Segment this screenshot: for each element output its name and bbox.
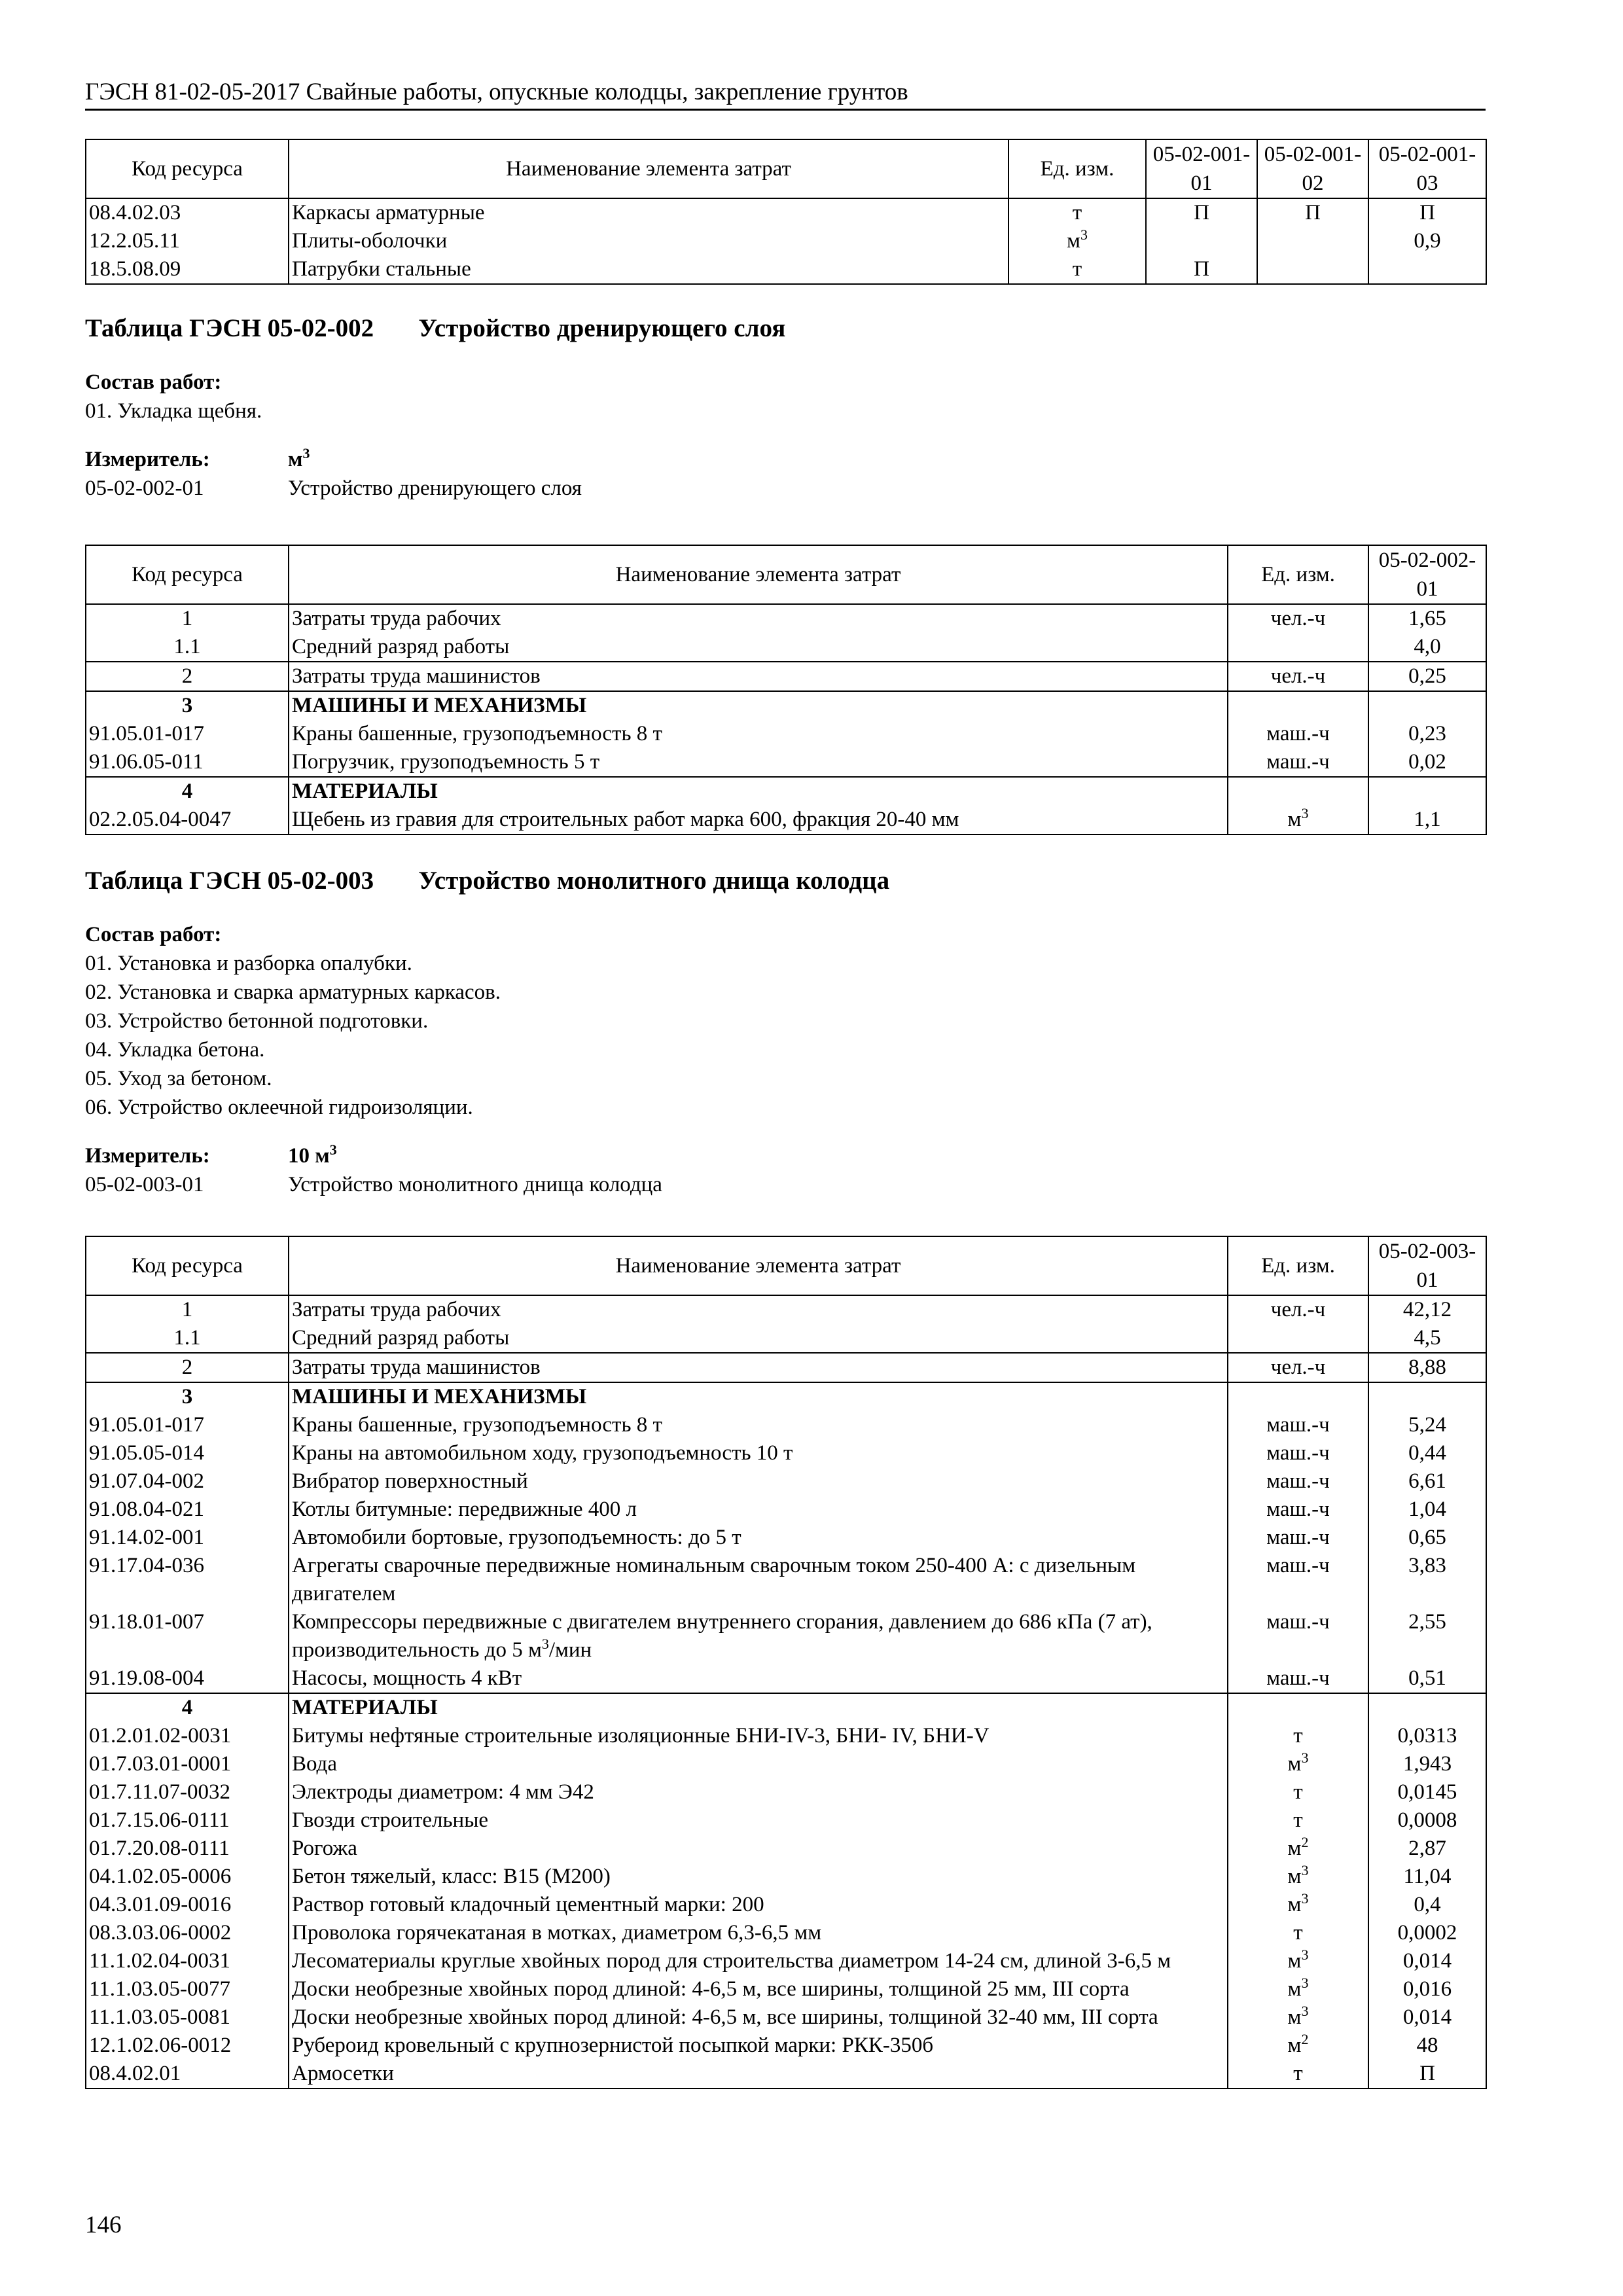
resource-name: МАТЕРИАЛЫ (289, 777, 1228, 806)
resource-code: 01.7.11.07-0032 (86, 1778, 289, 1806)
column-header: 05-02-001-01 (1146, 139, 1257, 198)
resource-value: 0,9 (1368, 227, 1486, 255)
column-header: Код ресурса (86, 139, 289, 198)
resource-code: 08.3.03.06-0002 (86, 1919, 289, 1947)
resource-value: 0,014 (1368, 2003, 1486, 2032)
table-row (86, 1947, 1486, 1975)
table-row (86, 1467, 1486, 1496)
resource-name: Битумы нефтяные строительные изоляционные БНИ-IV-3, БНИ- IV, БНИ-V (289, 1722, 1228, 1750)
resource-code: 11.1.03.05-0081 (86, 2003, 289, 2032)
table-05-02-003-block (85, 1236, 1486, 2089)
table-row (86, 1863, 1486, 1891)
table-row (86, 1891, 1486, 1919)
table-row (86, 1835, 1486, 1863)
resource-value: 0,44 (1368, 1439, 1486, 1467)
resource-code: 11.1.03.05-0077 (86, 1975, 289, 2003)
column-header: 05-02-001-02 (1257, 139, 1368, 198)
measure-line (85, 445, 1486, 474)
measure-description: Устройство монолитного днища колодца (288, 1173, 662, 1196)
resource-code: 91.05.05-014 (86, 1439, 289, 1467)
measure-line (85, 1141, 1486, 1170)
resource-code: 01.7.20.08-0111 (86, 1835, 289, 1863)
resource-value: 0,016 (1368, 1975, 1486, 2003)
resource-code: 91.06.05-011 (86, 748, 289, 777)
table-05-02-002-block (85, 545, 1486, 835)
resource-code: 1.1 (86, 1324, 289, 1353)
resource-unit: маш.-ч (1228, 748, 1368, 777)
resource-value: 1,943 (1368, 1750, 1486, 1778)
resource-name: Компрессоры передвижные с двигателем внутреннего сгорания, давлением до 686 кПа (7 ат), производительность до 5 $м^3$/мин (289, 1608, 1228, 1664)
resource-value: П (1257, 198, 1368, 227)
resource-code: 04.3.01.09-0016 (86, 1891, 289, 1919)
table-row (86, 1664, 1486, 1693)
resource-value: 0,0008 (1368, 1806, 1486, 1835)
resource-code: 2 (86, 662, 289, 691)
resource-code: 4 (86, 777, 289, 806)
resource-value: 1,1 (1368, 806, 1486, 834)
table-row (86, 1919, 1486, 1947)
resource-value (1257, 255, 1368, 284)
resource-value: 4,0 (1368, 633, 1486, 662)
resource-value (1368, 691, 1486, 720)
resource-unit: т (1228, 2060, 1368, 2089)
measure-description: Устройство дренирующего слоя (288, 476, 582, 500)
table-row (86, 604, 1486, 633)
resource-name: Затраты труда машинистов (289, 1353, 1228, 1382)
resource-value: П (1146, 255, 1257, 284)
resource-name: Затраты труда машинистов (289, 662, 1228, 691)
resource-name: Средний разряд работы (289, 633, 1228, 662)
resource-value: 3,83 (1368, 1552, 1486, 1608)
top-resource-table (85, 139, 1487, 285)
resource-unit: $м^3$ (1008, 227, 1146, 255)
table-row (86, 2060, 1486, 2089)
resource-unit: т (1008, 198, 1146, 227)
resource-table-05-02-003 (85, 1236, 1487, 2089)
resource-value: 0,51 (1368, 1664, 1486, 1693)
resource-unit: $м^2$ (1228, 2032, 1368, 2060)
resource-table-05-02-002 (85, 545, 1487, 835)
resource-name: МАТЕРИАЛЫ (289, 1693, 1228, 1722)
resource-code: 18.5.08.09 (86, 255, 289, 284)
resource-unit: маш.-ч (1228, 1524, 1368, 1552)
resource-unit (1228, 777, 1368, 806)
resource-name: Рубероид кровельный с крупнозернистой посыпкой марки: РКК-350б (289, 2032, 1228, 2060)
measure-code: 05-02-003-01 (85, 1173, 204, 1196)
resource-code: 91.07.04-002 (86, 1467, 289, 1496)
resource-value (1368, 777, 1486, 806)
resource-value: 0,23 (1368, 720, 1486, 748)
resource-value: 11,04 (1368, 1863, 1486, 1891)
composition-list (85, 949, 1486, 1122)
resource-value (1368, 1693, 1486, 1722)
column-header: Ед. изм. (1228, 1236, 1368, 1295)
resource-name: Краны башенные, грузоподъемность 8 т (289, 1411, 1228, 1439)
column-header: Наименование элемента затрат (289, 1236, 1228, 1295)
resource-name: Вибратор поверхностный (289, 1467, 1228, 1496)
resource-name: Раствор готовый кладочный цементный марки: 200 (289, 1891, 1228, 1919)
resource-unit: т (1228, 1919, 1368, 1947)
resource-unit: маш.-ч (1228, 1467, 1368, 1496)
column-header: Код ресурса (86, 545, 289, 604)
resource-value: 2,87 (1368, 1835, 1486, 1863)
resource-name: Электроды диаметром: 4 мм Э42 (289, 1778, 1228, 1806)
resource-code: 91.05.01-017 (86, 1411, 289, 1439)
code-line (85, 474, 1486, 503)
resource-value: 42,12 (1368, 1295, 1486, 1324)
table-row (86, 1496, 1486, 1524)
measure-value: $м^3$ (288, 445, 310, 471)
resource-value (1368, 255, 1486, 284)
resource-code: 01.7.03.01-0001 (86, 1750, 289, 1778)
resource-unit (1228, 1693, 1368, 1722)
resource-name: Вода (289, 1750, 1228, 1778)
resource-name: Армосетки (289, 2060, 1228, 2089)
table-row (86, 1524, 1486, 1552)
page-number: 146 (85, 2212, 122, 2238)
resource-code: 3 (86, 1382, 289, 1411)
resource-value (1368, 1382, 1486, 1411)
resource-name: Затраты труда рабочих (289, 1295, 1228, 1324)
resource-name: Гвозди строительные (289, 1806, 1228, 1835)
resource-code: 4 (86, 1693, 289, 1722)
section-05-02-003 (85, 865, 1486, 1199)
resource-name: МАШИНЫ И МЕХАНИЗМЫ (289, 691, 1228, 720)
resource-value: 8,88 (1368, 1353, 1486, 1382)
table-row (86, 2003, 1486, 2032)
resource-value: 0,4 (1368, 1891, 1486, 1919)
resource-code: 11.1.02.04-0031 (86, 1947, 289, 1975)
resource-code: 08.4.02.03 (86, 198, 289, 227)
resource-value: 1,04 (1368, 1496, 1486, 1524)
column-header: 05-02-001-03 (1368, 139, 1486, 198)
resource-value: 0,65 (1368, 1524, 1486, 1552)
resource-code: 91.08.04-021 (86, 1496, 289, 1524)
table-row (86, 748, 1486, 777)
resource-unit: $м^3$ (1228, 806, 1368, 834)
composition-label: Состав работ: (85, 923, 222, 946)
resource-unit: маш.-ч (1228, 1496, 1368, 1524)
table-row (86, 1975, 1486, 2003)
measure-value: 10 $м^3$ (288, 1141, 337, 1168)
resource-unit: маш.-ч (1228, 1552, 1368, 1608)
resource-unit: т (1228, 1722, 1368, 1750)
table-row (86, 1552, 1486, 1608)
table-row (86, 1693, 1486, 1722)
composition-item: 02. Установка и сварка арматурных каркасов. (85, 980, 501, 1004)
resource-code: 2 (86, 1353, 289, 1382)
resource-value: 0,0313 (1368, 1722, 1486, 1750)
resource-code: 1.1 (86, 633, 289, 662)
table-row (86, 227, 1486, 255)
resource-unit (1228, 1324, 1368, 1353)
resource-name: Патрубки стальные (289, 255, 1008, 284)
resource-name: Рогожа (289, 1835, 1228, 1863)
resource-name: Агрегаты сварочные передвижные номинальным сварочным током 250-400 А: с дизельным двигателем (289, 1552, 1228, 1608)
resource-value: 5,24 (1368, 1411, 1486, 1439)
resource-name: Доски необрезные хвойных пород длиной: 4-6,5 м, все ширины, толщиной 25 мм, III сорта (289, 1975, 1228, 2003)
resource-name: Средний разряд работы (289, 1324, 1228, 1353)
resource-value: 4,5 (1368, 1324, 1486, 1353)
composition-list (85, 397, 1486, 425)
resource-code: 91.14.02-001 (86, 1524, 289, 1552)
resource-code: 12.1.02.06-0012 (86, 2032, 289, 2060)
resource-unit: чел.-ч (1228, 604, 1368, 633)
resource-unit (1228, 633, 1368, 662)
table-row (86, 1439, 1486, 1467)
composition-item: 04. Укладка бетона. (85, 1038, 265, 1062)
measure-code: 05-02-002-01 (85, 476, 204, 500)
resource-unit: $м^3$ (1228, 2003, 1368, 2032)
resource-code: 01.7.15.06-0111 (86, 1806, 289, 1835)
table-row (86, 806, 1486, 834)
measure-label: Измеритель: (85, 448, 210, 471)
resource-unit: т (1008, 255, 1146, 284)
resource-name: Затраты труда рабочих (289, 604, 1228, 633)
resource-unit: $м^3$ (1228, 1750, 1368, 1778)
resource-name: Краны башенные, грузоподъемность 8 т (289, 720, 1228, 748)
table-row (86, 1411, 1486, 1439)
column-header: Ед. изм. (1228, 545, 1368, 604)
table-row (86, 720, 1486, 748)
resource-unit: маш.-ч (1228, 1411, 1368, 1439)
resource-value: 0,0145 (1368, 1778, 1486, 1806)
resource-name: Доски необрезные хвойных пород длиной: 4-6,5 м, все ширины, толщиной 32-40 мм, III сорта (289, 2003, 1228, 2032)
resource-name: Лесоматериалы круглые хвойных пород для строительства диаметром 14-24 см, длиной 3-6,5 м (289, 1947, 1228, 1975)
table-row (86, 1353, 1486, 1382)
resource-code: 04.1.02.05-0006 (86, 1863, 289, 1891)
resource-code: 91.18.01-007 (86, 1608, 289, 1664)
resource-value: 0,014 (1368, 1947, 1486, 1975)
composition-item: 03. Устройство бетонной подготовки. (85, 1009, 429, 1033)
section-title: Таблица ГЭСН 05-02-002 Устройство дренирующего слоя (85, 314, 786, 342)
section-title: Таблица ГЭСН 05-02-003 Устройство монолитного днища колодца (85, 867, 890, 895)
resource-code: 3 (86, 691, 289, 720)
resource-code: 08.4.02.01 (86, 2060, 289, 2089)
table-row (86, 1750, 1486, 1778)
resource-code: 1 (86, 604, 289, 633)
code-line (85, 1170, 1486, 1199)
resource-name: Проволока горячекатаная в мотках, диаметром 6,3-6,5 мм (289, 1919, 1228, 1947)
resource-unit: чел.-ч (1228, 1295, 1368, 1324)
resource-name: Автомобили бортовые, грузоподъемность: до 5 т (289, 1524, 1228, 1552)
resource-value: 1,65 (1368, 604, 1486, 633)
resource-code: 01.2.01.02-0031 (86, 1722, 289, 1750)
resource-unit: маш.-ч (1228, 1664, 1368, 1693)
measure-label: Измеритель: (85, 1144, 210, 1168)
resource-value (1146, 227, 1257, 255)
resource-value: 48 (1368, 2032, 1486, 2060)
table-row (86, 2032, 1486, 2060)
composition-item: 05. Уход за бетоном. (85, 1067, 272, 1090)
table-row (86, 691, 1486, 720)
composition-label: Состав работ: (85, 370, 222, 394)
table-row (86, 633, 1486, 662)
resource-value: 2,55 (1368, 1608, 1486, 1664)
column-header: 05-02-003-01 (1368, 1236, 1486, 1295)
resource-unit: чел.-ч (1228, 1353, 1368, 1382)
top-table-block (85, 139, 1486, 285)
section-05-02-002 (85, 313, 1486, 503)
resource-name: Плиты-оболочки (289, 227, 1008, 255)
resource-name: Погрузчик, грузоподъемность 5 т (289, 748, 1228, 777)
resource-unit: $м^3$ (1228, 1947, 1368, 1975)
table-row (86, 1722, 1486, 1750)
table-row (86, 1382, 1486, 1411)
resource-unit: $м^3$ (1228, 1863, 1368, 1891)
resource-code: 1 (86, 1295, 289, 1324)
table-row (86, 1324, 1486, 1353)
resource-name: Каркасы арматурные (289, 198, 1008, 227)
running-header: ГЭСН 81-02-05-2017 Свайные работы, опускные колодцы, закрепление грунтов (85, 77, 1486, 111)
resource-unit: маш.-ч (1228, 1439, 1368, 1467)
resource-value: П (1368, 198, 1486, 227)
column-header: Код ресурса (86, 1236, 289, 1295)
resource-unit (1228, 1382, 1368, 1411)
resource-unit: $м^3$ (1228, 1891, 1368, 1919)
resource-unit: т (1228, 1778, 1368, 1806)
table-row (86, 1806, 1486, 1835)
composition-item: 01. Укладка щебня. (85, 399, 262, 423)
column-header: Ед. изм. (1008, 139, 1146, 198)
resource-unit: чел.-ч (1228, 662, 1368, 691)
resource-name: Насосы, мощность 4 кВт (289, 1664, 1228, 1693)
resource-name: МАШИНЫ И МЕХАНИЗМЫ (289, 1382, 1228, 1411)
composition-item: 06. Устройство оклеечной гидроизоляции. (85, 1096, 473, 1119)
resource-code: 91.17.04-036 (86, 1552, 289, 1608)
table-row (86, 198, 1486, 227)
resource-name: Бетон тяжелый, класс: В15 (М200) (289, 1863, 1228, 1891)
column-header: Наименование элемента затрат (289, 545, 1228, 604)
resource-code: 91.19.08-004 (86, 1664, 289, 1693)
resource-name: Котлы битумные: передвижные 400 л (289, 1496, 1228, 1524)
resource-value: 0,25 (1368, 662, 1486, 691)
resource-unit: $м^3$ (1228, 1975, 1368, 2003)
resource-code: 02.2.05.04-0047 (86, 806, 289, 834)
table-row (86, 1295, 1486, 1324)
resource-value: П (1146, 198, 1257, 227)
resource-unit: т (1228, 1806, 1368, 1835)
resource-unit: маш.-ч (1228, 1608, 1368, 1664)
resource-value: 0,0002 (1368, 1919, 1486, 1947)
resource-name: Краны на автомобильном ходу, грузоподъемность 10 т (289, 1439, 1228, 1467)
table-row (86, 662, 1486, 691)
resource-value: 6,61 (1368, 1467, 1486, 1496)
resource-unit: $м^2$ (1228, 1835, 1368, 1863)
column-header: 05-02-002-01 (1368, 545, 1486, 604)
resource-code: 12.2.05.11 (86, 227, 289, 255)
resource-value: 0,02 (1368, 748, 1486, 777)
resource-value: П (1368, 2060, 1486, 2089)
column-header: Наименование элемента затрат (289, 139, 1008, 198)
table-row (86, 777, 1486, 806)
table-row (86, 1778, 1486, 1806)
resource-value (1257, 227, 1368, 255)
resource-name: Щебень из гравия для строительных работ марка 600, фракция 20-40 мм (289, 806, 1228, 834)
resource-unit: маш.-ч (1228, 720, 1368, 748)
table-row (86, 255, 1486, 284)
composition-item: 01. Установка и разборка опалубки. (85, 952, 412, 975)
resource-unit (1228, 691, 1368, 720)
resource-code: 91.05.01-017 (86, 720, 289, 748)
table-row (86, 1608, 1486, 1664)
